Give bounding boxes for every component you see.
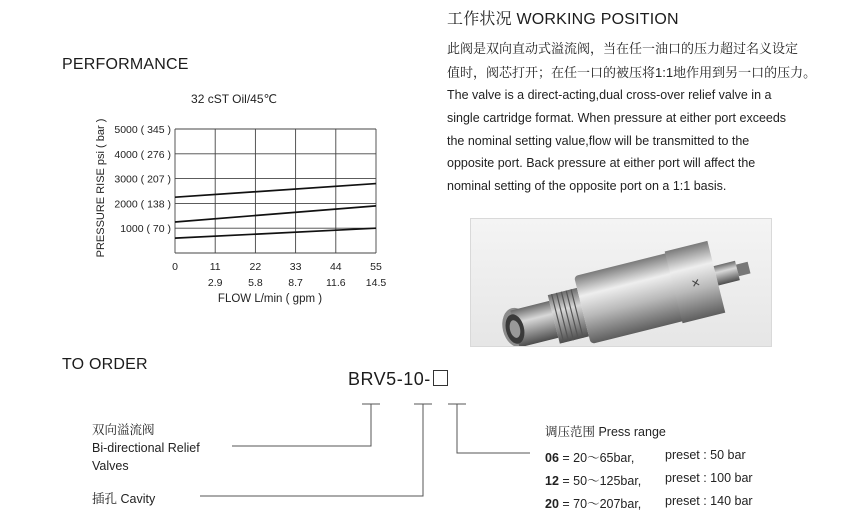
press-row-20 (545, 494, 641, 512)
x-tick-label: 11 (209, 261, 221, 273)
press-code: 20 (545, 497, 559, 511)
x-tick-label-gpm: 11.6 (325, 277, 346, 289)
working-position-en-line-4: opposite port. Back pressure at either port will affect the (447, 156, 756, 170)
chart-ylabel: PRESSURE RISE psi ( bar ) (95, 118, 107, 258)
x-tick-label-gpm: 2.9 (207, 277, 223, 289)
y-tick-label: 3000 ( 207 ) (114, 173, 171, 186)
y-tick-label: 4000 ( 276 ) (114, 148, 171, 161)
label-bi-cn: 双向溢流阀 (92, 423, 155, 437)
x-tick-label-gpm: 5.8 (248, 277, 263, 289)
model-code-text: BRV5-10- (348, 369, 431, 389)
x-tick-label-gpm: 14.5 (365, 277, 387, 289)
label-press-range: 调压范围 Press range (545, 425, 666, 439)
y-tick-label: 5000 ( 345 ) (114, 124, 171, 136)
working-position-en-line-1: The valve is a direct-acting,dual cross-over relief valve in a (447, 88, 772, 102)
x-tick-label: 33 (289, 261, 302, 273)
svg-text:✕: ✕ (689, 275, 702, 291)
working-position-cn-line-2: 值时，阀芯打开；在任一口的被压将1:1地作用到另一口的压力。 (447, 65, 817, 80)
to-order-title: TO ORDER (62, 356, 148, 373)
x-tick-label: 0 (172, 261, 178, 273)
press-row-20-preset: preset : 140 bar (665, 494, 753, 508)
press-range: = 20～65bar, (562, 451, 635, 465)
y-tick-label: 2000 ( 138 ) (114, 198, 171, 211)
working-position-cn-line-1: 此阀是双向直动式溢流阀，当在任一油口的压力超过名义设定 (447, 41, 799, 56)
x-tick-label: 44 (329, 261, 342, 273)
performance-title: PERFORMANCE (62, 56, 189, 73)
working-position-en-line-2: single cartridge format. When pressure at either port exceeds (447, 111, 787, 125)
label-bi-en-1: Bi-directional Relief (92, 441, 200, 455)
y-tick-label: 1000 ( 70 ) (120, 223, 171, 236)
chart-title: 32 cST Oil/45℃ (191, 92, 277, 106)
press-row-06 (545, 448, 634, 466)
working-position-en-line-3: the nominal setting value,flow will be transmitted to the (447, 134, 750, 148)
x-tick-label: 55 (370, 261, 382, 273)
press-row-12 (545, 471, 641, 489)
label-cavity: 插孔 Cavity (92, 492, 156, 506)
label-bi-en-2: Valves (92, 459, 129, 473)
press-code: 06 (545, 451, 559, 465)
press-row-12-preset: preset : 100 bar (665, 471, 753, 485)
working-position-title: 工作状况 WORKING POSITION (447, 11, 679, 28)
working-position-en-line-5: nominal setting of the opposite port on a 1:1 basis. (447, 179, 727, 193)
press-range: = 70～207bar, (562, 497, 642, 511)
chart-xlabel: FLOW L/min ( gpm ) (217, 293, 323, 305)
press-code: 12 (545, 474, 559, 488)
x-tick-label-gpm: 8.7 (288, 277, 303, 289)
press-range: = 50～125bar, (562, 474, 642, 488)
press-row-06-preset: preset : 50 bar (665, 448, 746, 462)
x-tick-label: 22 (249, 261, 262, 273)
